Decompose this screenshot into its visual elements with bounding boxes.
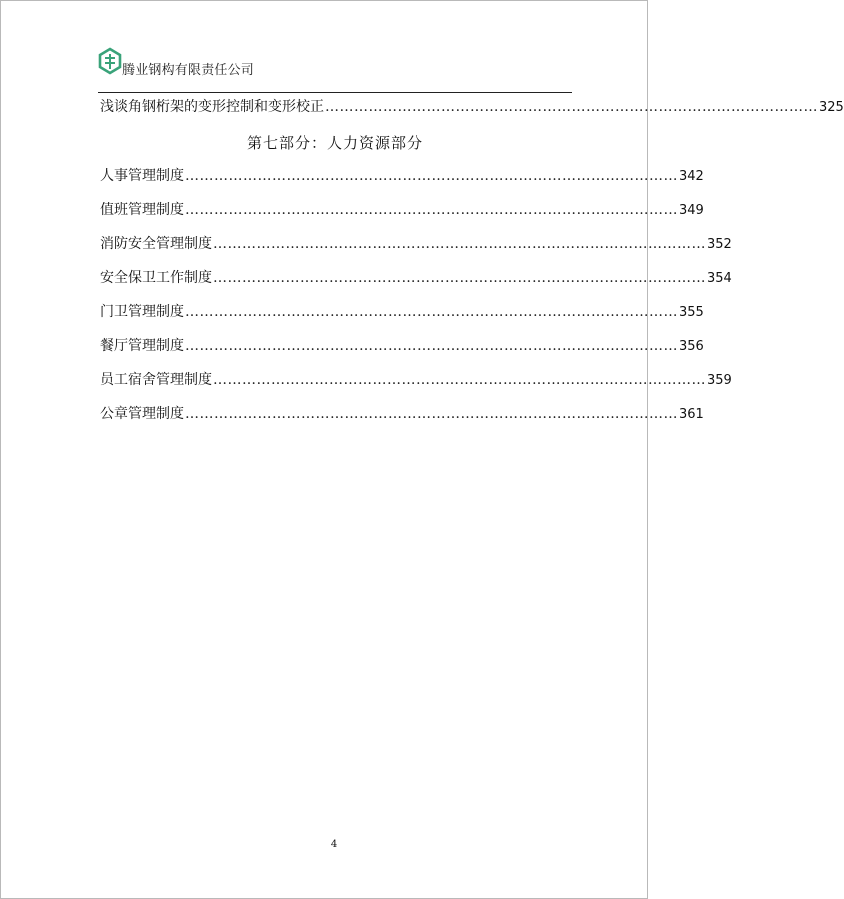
toc-entry-page: 325: [819, 100, 844, 115]
toc-entry-title: 消防安全管理制度: [100, 236, 212, 252]
toc-leader-dots: …………………………………………………………………………………………: [213, 372, 706, 388]
toc-entry[interactable]: [100, 369, 732, 391]
toc-entry[interactable]: [100, 96, 844, 118]
toc-entry-page: 359: [707, 373, 732, 388]
toc-entry-title: 人事管理制度: [100, 168, 184, 184]
toc-entry[interactable]: [100, 301, 704, 323]
toc-entry-page: 356: [679, 339, 704, 354]
toc-leader-dots: …………………………………………………………………………………………: [185, 338, 678, 354]
section-heading: 第七部分：人力资源部分: [246, 134, 423, 152]
page-number: 4: [330, 839, 338, 850]
toc-leader-dots: …………………………………………………………………………………………: [185, 168, 678, 184]
toc-entry[interactable]: [100, 267, 732, 289]
toc-entry-title: 值班管理制度: [100, 202, 184, 218]
toc-entry-page: 352: [707, 237, 732, 252]
toc-entry[interactable]: [100, 199, 704, 221]
toc-leader-dots: …………………………………………………………………………………………: [185, 202, 678, 218]
toc-entry[interactable]: [100, 165, 704, 187]
toc-leader-dots: …………………………………………………………………………………………: [185, 406, 678, 422]
toc-entry-title: 公章管理制度: [100, 406, 184, 422]
toc-entry-title: 浅谈角钢桁架的变形控制和变形校正: [100, 99, 324, 115]
toc-leader-dots: …………………………………………………………………………………………: [325, 99, 818, 115]
company-logo-icon: [98, 48, 122, 74]
company-name: 腾业钢构有限责任公司: [122, 63, 255, 78]
toc-entry-page: 361: [679, 407, 704, 422]
toc-entry-page: 355: [679, 305, 704, 320]
toc-entry[interactable]: [100, 335, 704, 357]
toc-leader-dots: …………………………………………………………………………………………: [213, 270, 706, 286]
toc-entry[interactable]: [100, 403, 704, 425]
toc-entry-page: 342: [679, 169, 704, 184]
page-header: [98, 46, 572, 93]
toc-leader-dots: …………………………………………………………………………………………: [213, 236, 706, 252]
toc-entry-title: 门卫管理制度: [100, 304, 184, 320]
toc-entry-page: 349: [679, 203, 704, 218]
toc-entry-title: 安全保卫工作制度: [100, 270, 212, 286]
toc-leader-dots: …………………………………………………………………………………………: [185, 304, 678, 320]
toc-entry-title: 餐厅管理制度: [100, 338, 184, 354]
toc-entry-page: 354: [707, 271, 732, 286]
toc-entry-title: 员工宿舍管理制度: [100, 372, 212, 388]
toc-entry[interactable]: [100, 233, 732, 255]
